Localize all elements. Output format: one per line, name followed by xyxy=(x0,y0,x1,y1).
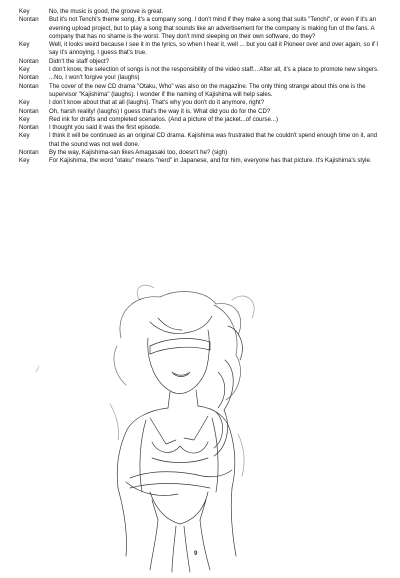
dialogue-text: For Kajishima, the word "otaku" means "nerd" in Japanese, and for him, everyone has that picture. It's Kajishima's style. xyxy=(49,157,372,165)
dialogue-text: Well, it looks weird because I see it in the lyrics, so when I hear it, well ... but you call it Pioneer over and over again, so if I say it's annoying, I guess that's true. xyxy=(49,41,379,57)
speaker-name: Key xyxy=(19,115,30,123)
speaker-name: Nontan xyxy=(19,16,39,24)
dialogue-text: I don't know, the selection of songs is not the responsibility of the video staff... After all, it's a place to promote new singers. xyxy=(49,66,379,74)
dialogue-text: ...No, I won't forgive you! (laughs) xyxy=(49,74,140,82)
speaker-name: Nontan xyxy=(19,149,39,157)
dialogue-text: Oh, harsh reality! (laughs) I guess that's the way it is. What did you do for the CD? xyxy=(49,107,271,115)
dialogue-text: No, the music is good, the groove is great. xyxy=(49,8,164,15)
speaker-name: Key xyxy=(19,66,30,74)
page-number: 9 xyxy=(194,551,198,557)
speaker-name: Nontan xyxy=(19,74,39,82)
speaker-name: Key xyxy=(19,8,30,15)
dialogue-text: I don't know about that at all (laughs). That's why you don't do it anymore, right? xyxy=(49,99,265,107)
speaker-name: Key xyxy=(19,99,30,107)
dialogue-text: The cover of the new CD drama "Otaku, Who" was also on the magazine. The only thing strange about this one is the supervisor "Kajishima" (laughs). I wonder if the naming of Kajishima will help sales. xyxy=(49,82,366,98)
speaker-name: Nontan xyxy=(19,57,39,65)
speaker-name: Nontan xyxy=(19,124,39,132)
dialogue-text: Didn't the staff object? xyxy=(49,57,109,65)
speaker-name: Key xyxy=(19,157,30,165)
dialogue-text: I thought you said it was the first episode. xyxy=(49,124,161,132)
dialogue-text: I think it will be continued as an original CD drama. Kajishima was frustrated that he couldn't spend enough time on it, and that the sound was not well done. xyxy=(49,132,378,148)
speaker-name: Nontan xyxy=(19,82,39,90)
speaker-name: Key xyxy=(19,132,30,140)
speaker-name: Nontan xyxy=(19,107,39,115)
speaker-name: Key xyxy=(19,41,30,49)
dialogue-text: But it's not Tenchi's theme song, it's a company song. I don't mind if they make a song that suits "Tenchi", or even if it's an evening upload project, but to play a song that sounds like an advertisement for the company is making fun of the fans. A company that has no shame is the worst. They don't mind sleeping on their own software, do they? xyxy=(49,16,377,40)
dialogue-text: Red ink for drafts and completed scenarios. (And a picture of the jacket...of course...) xyxy=(49,115,278,123)
dialogue-text: By the way, Kajishima-san likes Amagasaki too, doesn't he? (sigh) xyxy=(49,149,228,157)
